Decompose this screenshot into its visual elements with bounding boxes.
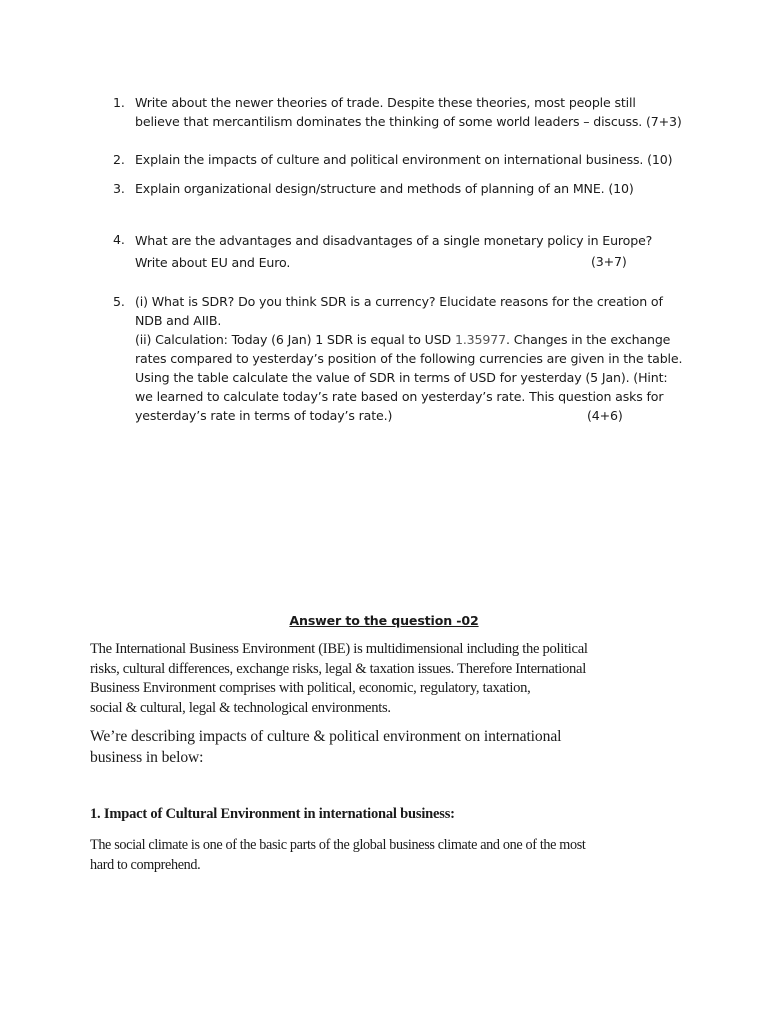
question-text (135, 150, 680, 169)
question-line: Explain organizational design/structure and methods of planning of an MNE. (10) (135, 181, 634, 196)
question-line: yesterday’s rate in terms of today’s rate.) (135, 408, 393, 423)
answer-heading: Answer to the question -02 (289, 613, 479, 628)
question-text (135, 93, 680, 131)
question-line: Write about EU and Euro. (135, 255, 291, 270)
question-line: Using the table calculate the value of SDR in terms of USD for yesterday (5 Jan). (Hint: (135, 370, 668, 385)
paragraph-line: business in below: (90, 748, 204, 766)
question-number: 5. (113, 294, 125, 309)
paragraph-line: We’re describing impacts of culture & political environment on international (90, 728, 562, 745)
question-line-end: . Changes in the exchange (505, 332, 671, 347)
answer-paragraph-3 (90, 836, 690, 875)
question-line: (i) What is SDR? Do you think SDR is a currency? Elucidate reasons for the creation of (135, 294, 663, 309)
question-number: 1. (113, 95, 125, 110)
question-number: 2. (113, 152, 125, 167)
paragraph-line: The International Business Environment (IBE) is multidimensional including the political (90, 641, 588, 657)
answer-paragraph-2 (90, 727, 690, 768)
paragraph-line: Business Environment comprises with political, economic, regulatory, taxation, (90, 680, 531, 696)
paragraph-line: social & cultural, legal & technological environments. (90, 699, 391, 716)
question-line-start: (ii) Calculation: Today (6 Jan) 1 SDR is equal to USD (135, 332, 455, 347)
paragraph-line: The social climate is one of the basic parts of the global business climate and one of the most (90, 837, 586, 853)
question-line: Explain the impacts of culture and political environment on international business. (10) (135, 152, 673, 167)
question-line: we learned to calculate today’s rate based on yesterday’s rate. This question asks for (135, 389, 664, 404)
question-line: NDB and AIIB. (135, 313, 222, 328)
question-line: Write about the newer theories of trade. Despite these theories, most people still (135, 95, 636, 110)
paragraph-line: hard to comprehend. (90, 856, 201, 873)
section-subheading: 1. Impact of Cultural Environment in international business: (90, 806, 455, 822)
question-number: 4. (113, 232, 125, 247)
question-text (135, 179, 680, 198)
question-line (135, 330, 680, 349)
question-line: believe that mercantilism dominates the thinking of some world leaders – discuss. (7+3) (135, 114, 682, 129)
paragraph-line: risks, cultural differences, exchange risks, legal & taxation issues. Therefore International (90, 660, 586, 677)
question-marks: (3+7) (591, 254, 627, 269)
question-marks: (4+6) (587, 408, 623, 423)
sdr-value: 1.35977 (454, 332, 506, 347)
question-line: What are the advantages and disadvantages of a single monetary policy in Europe? (135, 233, 653, 248)
question-line: rates compared to yesterday’s position of the following currencies are given in the table. (135, 351, 683, 366)
answer-paragraph-1 (90, 640, 690, 718)
question-number: 3. (113, 181, 125, 196)
